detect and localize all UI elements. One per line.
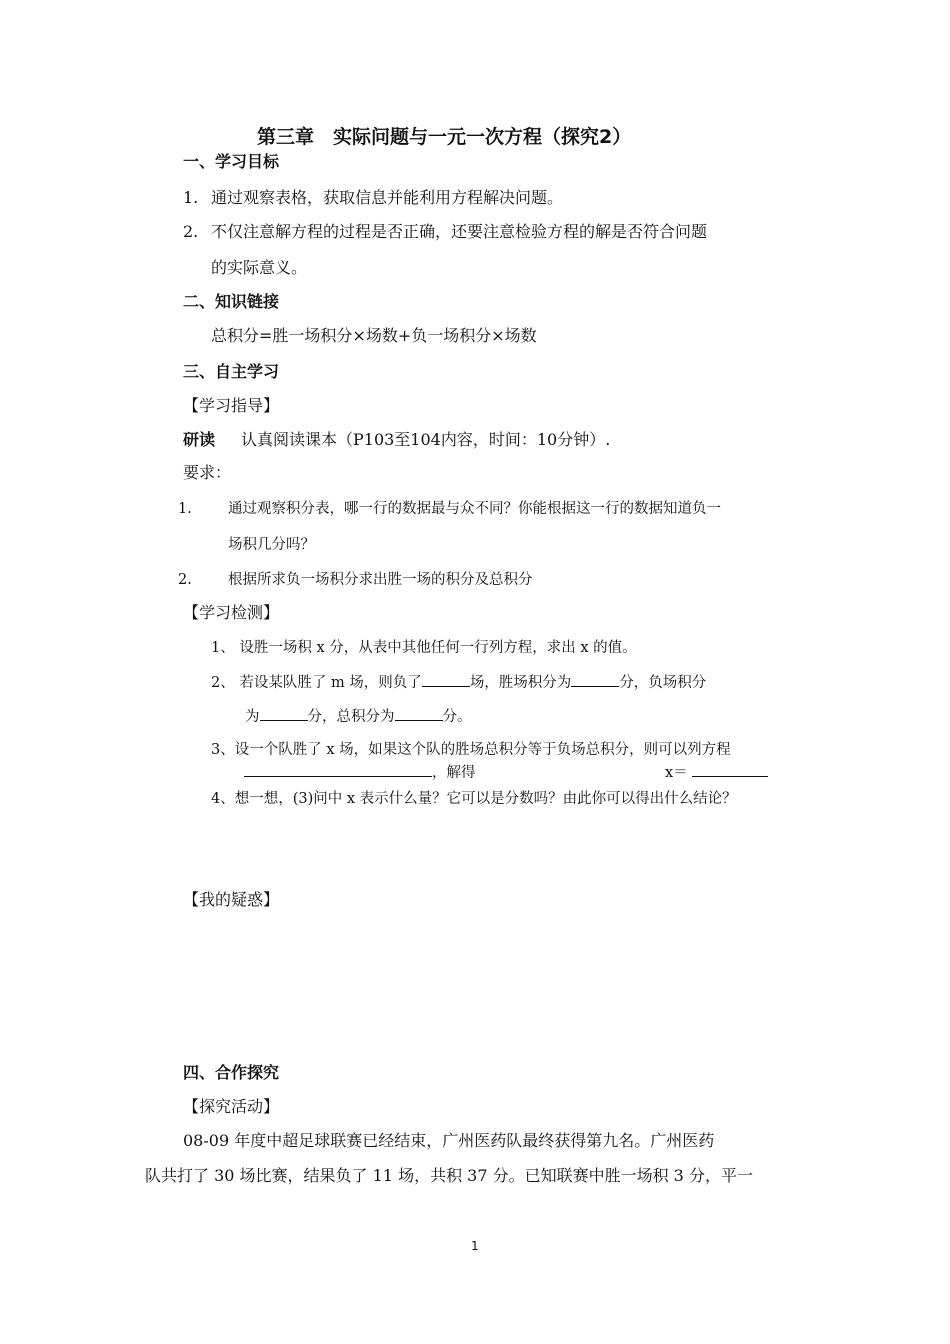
- q2-blank-total-score[interactable]: [395, 706, 443, 721]
- goal-2-continuation: 的实际意义。: [211, 258, 308, 277]
- check-question-3-continuation: [244, 762, 476, 783]
- q3-blank-x[interactable]: [692, 762, 768, 777]
- section-heading-cooperation: 四、合作探究: [183, 1063, 280, 1082]
- q2-part-a: 2、 若设某队胜了 m 场，则负了: [211, 675, 422, 691]
- knowledge-formula: 总积分=胜一场积分×场数+负一场积分×场数: [211, 326, 537, 345]
- doubt-heading: 【我的疑惑】: [183, 890, 280, 909]
- goal-1-text: 通过观察表格，获取信息并能利用方程解决问题。: [211, 188, 564, 207]
- check-question-2-continuation: [245, 706, 472, 727]
- q2-part-d: 为: [245, 709, 260, 725]
- guide-heading: 【学习指导】: [183, 396, 280, 415]
- requirement-1-text: 通过观察积分表，哪一行的数据最与众不同？你能根据这一行的数据知道负一: [228, 501, 721, 517]
- read-instruction: 认真阅读课本（P103至104内容，时间：10分钟）.: [241, 430, 611, 449]
- q2-blank-win-score[interactable]: [571, 672, 619, 687]
- read-label: 研读: [183, 430, 216, 449]
- section-heading-goals: 一、学习目标: [183, 152, 280, 171]
- q2-blank-lost[interactable]: [422, 672, 470, 687]
- activity-heading: 【探究活动】: [183, 1097, 280, 1116]
- page-number: 1: [471, 1239, 479, 1253]
- activity-paragraph-line-1: 08-09 年度中超足球联赛已经结束，广州医药队最终获得第九名。广州医药: [183, 1131, 715, 1150]
- q2-part-e: 分，总积分为: [307, 709, 395, 725]
- q3-part-b: ，解得: [432, 765, 476, 781]
- requirement-2-text: 根据所求负一场积分求出胜一场的积分及总积分: [228, 572, 533, 588]
- q2-part-b: 场，胜场积分为: [469, 675, 572, 691]
- check-question-4: 4、想一想，(3)问中 x 表示什么量？它可以是分数吗？由此你可以得出什么结论？: [211, 791, 737, 807]
- section-heading-knowledge: 二、知识链接: [183, 292, 280, 311]
- q3-x-equals: [665, 762, 768, 783]
- check-question-2: [211, 672, 706, 693]
- goal-2-text: 不仅注意解方程的过程是否正确，还要注意检验方程的解是否符合问题: [211, 222, 708, 241]
- check-question-1: 1、 设胜一场积 x 分，从表中其他任何一行列方程，求出 x 的值。: [211, 640, 637, 656]
- q2-blank-lose-score[interactable]: [260, 706, 308, 721]
- requirement-1-number: 1.: [178, 501, 192, 517]
- q2-part-c: 分，负场积分: [619, 675, 707, 691]
- q2-part-f: 分。: [442, 709, 472, 725]
- check-heading: 【学习检测】: [183, 603, 280, 622]
- section-heading-self-study: 三、自主学习: [183, 362, 280, 381]
- page-title: 第三章 实际问题与一元一次方程（探究2）: [257, 126, 632, 148]
- requirement-1-continuation: 场积几分吗？: [228, 537, 315, 553]
- check-question-3: 3、设一个队胜了 x 场，如果这个队的胜场总积分等于负场总积分，则可以列方程: [211, 742, 731, 758]
- q3-part-c: x＝: [665, 765, 688, 781]
- activity-paragraph-line-2: 队共打了 30 场比赛，结果负了 11 场，共积 37 分。已知联赛中胜一场积 3 分，平一: [145, 1166, 753, 1185]
- q3-blank-equation[interactable]: [244, 762, 432, 777]
- goal-2-number: 2.: [183, 222, 199, 241]
- requirements-label: 要求：: [183, 463, 232, 482]
- requirement-2-number: 2.: [178, 572, 192, 588]
- goal-1-number: 1.: [183, 188, 199, 207]
